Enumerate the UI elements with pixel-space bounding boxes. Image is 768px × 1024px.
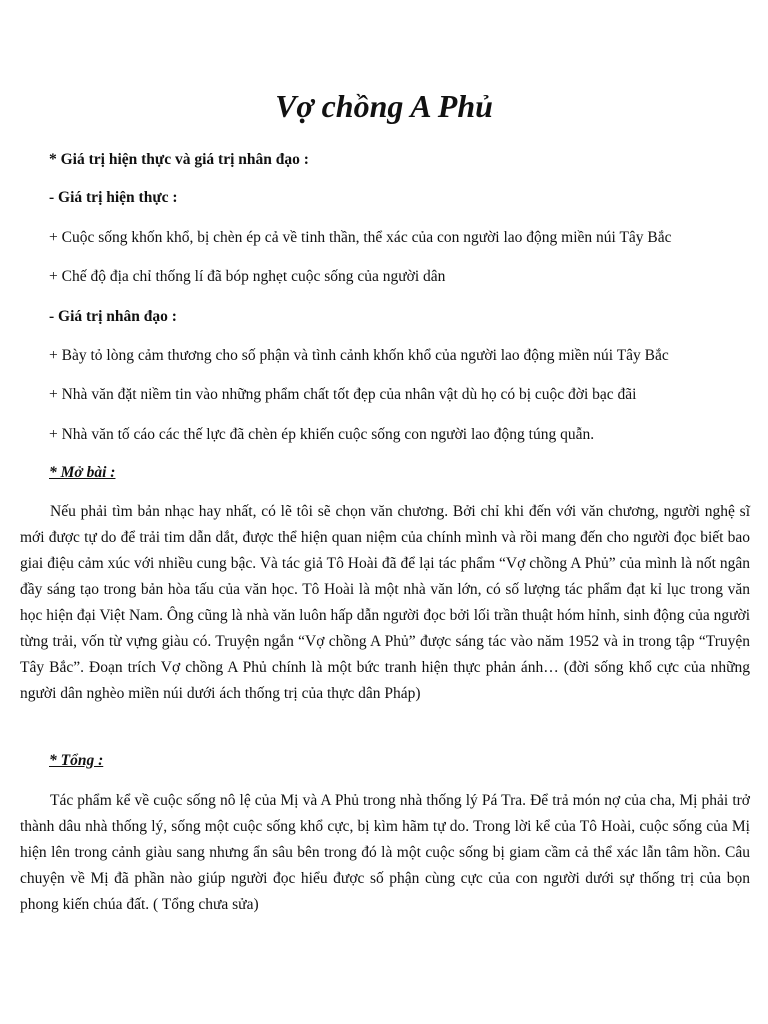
heading-summary: * Tổng : bbox=[49, 752, 104, 769]
humanism-item: + Nhà văn đặt niềm tin vào những phẩm chất tốt đẹp của nhân vật dù họ có bị cuộc đời bạc đãi bbox=[49, 386, 637, 403]
realism-item: + Cuộc sống khốn khổ, bị chèn ép cả về tinh thần, thể xác của con người lao động miền núi Tây Bắc bbox=[49, 229, 672, 246]
heading-humanism: - Giá trị nhân đạo : bbox=[49, 308, 177, 325]
document-title: Vợ chồng A Phủ bbox=[275, 88, 493, 124]
heading-intro: * Mở bài : bbox=[49, 464, 116, 481]
realism-item: + Chế độ địa chỉ thống lí đã bóp nghẹt cuộc sống của người dân bbox=[49, 268, 446, 285]
humanism-item: + Bày tỏ lòng cảm thương cho số phận và tình cảnh khốn khổ của người lao động miền núi Tây Bắc bbox=[49, 347, 669, 364]
heading-realism: - Giá trị hiện thực : bbox=[49, 189, 178, 206]
heading-values: * Giá trị hiện thực và giá trị nhân đạo : bbox=[49, 151, 309, 168]
humanism-item: + Nhà văn tố cáo các thế lực đã chèn ép khiến cuộc sống con người lao động túng quẫn. bbox=[49, 426, 595, 443]
summary-paragraph: Tác phẩm kể về cuộc sống nô lệ của Mị và A Phủ trong nhà thống lý Pá Tra. Để trả món nợ của cha, Mị phải trở thành dâu nhà thống lý, sống một cuộc sống khổ cực, bị kìm hãm tự do. Trong lời kể của Tô Hoài, cuộc sống của Mị hiện lên trong cảnh giàu sang nhưng ẩn sâu bên trong đó là một cuộc sống bị giam cầm cả thể xác lẫn tâm hồn. Câu chuyện về Mị đã phần nào giúp người đọc hiểu được số phận cùng cực của con người dưới sự thống trị của bọn phong kiến chúa đất. ( Tổng chưa sửa) bbox=[20, 792, 750, 913]
intro-paragraph: Nếu phải tìm bản nhạc hay nhất, có lẽ tôi sẽ chọn văn chương. Bởi chỉ khi đến với văn chương, người nghệ sĩ mới được tự do để trải tim dẫn dắt, được thể hiện quan niệm của chính mình và rồi mang đến cho người đọc biết bao giai điệu cảm xúc với nhiều cung bậc. Và tác giả Tô Hoài đã để lại tác phẩm “Vợ chồng A Phủ” của mình là nốt ngân đầy sáng tạo trong bản hòa tấu của văn học. Tô Hoài là một nhà văn lớn, có số lượng tác phẩm đạt kỉ lục trong văn học hiện đại Việt Nam. Ông cũng là nhà văn luôn hấp dẫn người đọc bởi lối trần thuật hóm hỉnh, sinh động của người từng trải, vốn từ vựng giàu có. Truyện ngắn “Vợ chồng A Phủ” được sáng tác vào năm 1952 và in trong tập “Truyện Tây Bắc”. Đoạn trích Vợ chồng A Phủ chính là một bức tranh hiện thực phản ánh… (đời sống khổ cực của những người dân nghèo miền núi dưới ách thống trị của thực dân Pháp) bbox=[20, 503, 750, 702]
